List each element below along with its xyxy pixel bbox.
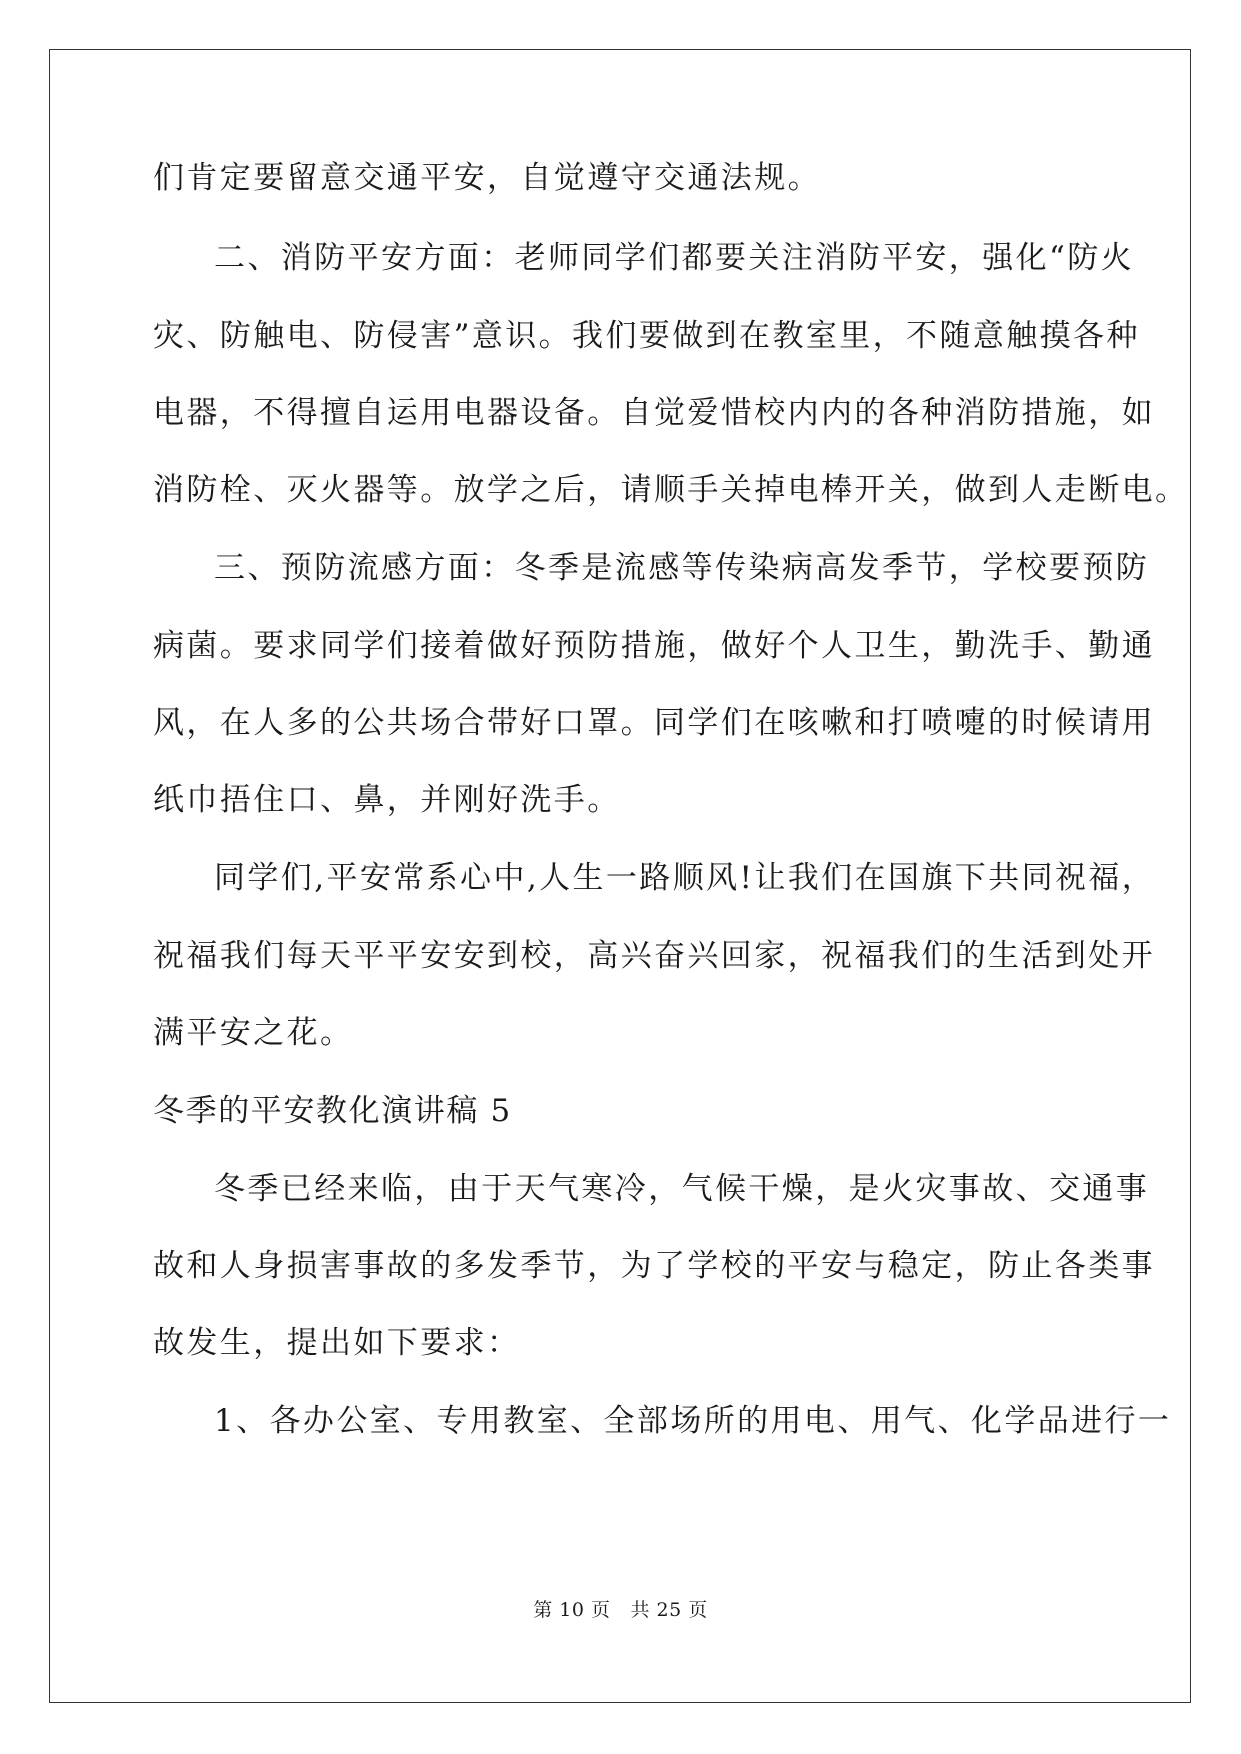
page-number: 第 10 页 xyxy=(533,1599,611,1621)
body-line: 故发生，提出如下要求： xyxy=(153,1325,521,1361)
paragraph-winter-intro: 冬季已经来临，由于天气寒冷，气候干燥，是火灾事故、交通事 xyxy=(214,1171,1150,1207)
page-total: 共 25 页 xyxy=(630,1599,708,1621)
body-line: 电器，不得擅自运用电器设备。自觉爱惜校内内的各种消防措施，如 xyxy=(153,395,1155,431)
body-line: 们肯定要留意交通平安，自觉遵守交通法规。 xyxy=(153,160,821,196)
list-item-1: 1、各办公室、专用教室、全部场所的用电、用气、化学品进行一 xyxy=(214,1403,1172,1439)
body-line: 满平安之花。 xyxy=(153,1015,354,1051)
body-line: 故和人身损害事故的多发季节，为了学校的平安与稳定，防止各类事 xyxy=(153,1248,1155,1284)
paragraph-flu-prevention: 三、预防流感方面：冬季是流感等传染病高发季节，学校要预防 xyxy=(214,550,1150,586)
body-line: 纸巾捂住口、鼻，并刚好洗手。 xyxy=(153,782,621,818)
paragraph-closing: 同学们,平安常系心中,人生一路顺风!让我们在国旗下共同祝福， xyxy=(214,860,1156,896)
body-line: 灾、防触电、防侵害”意识。我们要做到在教室里，不随意触摸各种 xyxy=(153,318,1140,354)
paragraph-fire-safety: 二、消防平安方面：老师同学们都要关注消防平安，强化“防火 xyxy=(214,240,1135,276)
body-line: 祝福我们每天平平安安到校，高兴奋兴回家，祝福我们的生活到处开 xyxy=(153,938,1155,974)
body-line: 风，在人多的公共场合带好口罩。同学们在咳嗽和打喷嚏的时候请用 xyxy=(153,705,1155,741)
section-heading: 冬季的平安教化演讲稿 5 xyxy=(153,1093,512,1129)
page-footer xyxy=(0,1598,1241,1622)
body-line: 消防栓、灭火器等。放学之后，请顺手关掉电棒开关，做到人走断电。 xyxy=(153,472,1189,508)
body-line: 病菌。要求同学们接着做好预防措施，做好个人卫生，勤洗手、勤通 xyxy=(153,628,1155,664)
